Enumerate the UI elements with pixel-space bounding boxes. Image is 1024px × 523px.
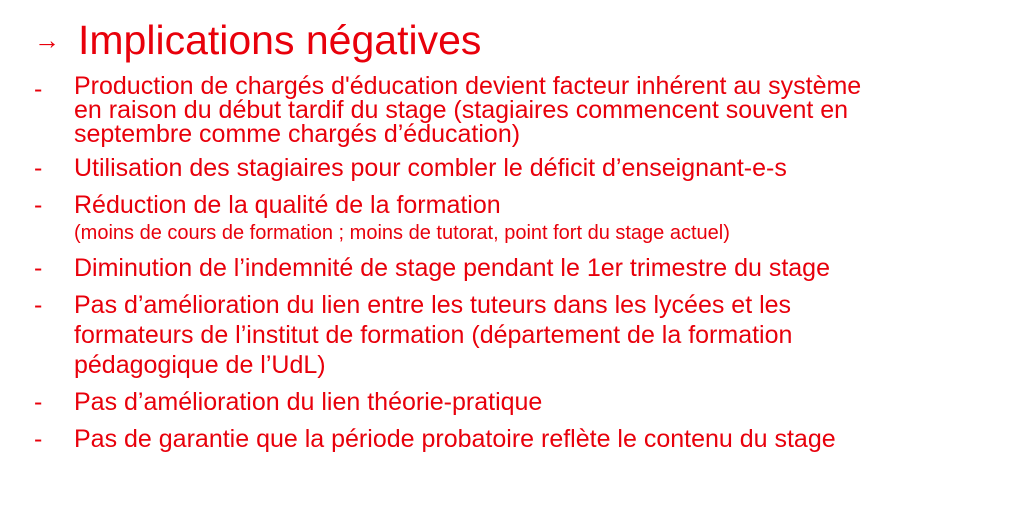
bullet-subline: (moins de cours de formation ; moins de tutorat, point fort du stage actuel)	[74, 222, 730, 244]
bullet-line: Pas d’amélioration du lien théorie-pratique	[74, 388, 543, 416]
bullet-line: septembre comme chargés d’éducation)	[74, 120, 521, 148]
bullet-item	[34, 424, 1004, 454]
bullet-item	[34, 153, 1004, 183]
bullet-line: Production de chargés d'éducation devient facteur inhérent au système	[74, 72, 862, 100]
bullet-item	[34, 387, 1004, 417]
bullet-line: Diminution de l’indemnité de stage pendant le 1er trimestre du stage	[74, 254, 830, 282]
bullet-line: Pas d’amélioration du lien entre les tuteurs dans les lycées et les	[74, 291, 792, 319]
bullet-text	[74, 253, 1004, 283]
title-row	[34, 14, 481, 66]
bullet-dash: -	[34, 75, 43, 103]
bullet-item	[34, 253, 1004, 283]
bullet-dash: -	[34, 425, 43, 453]
bullet-item	[34, 290, 1004, 380]
bullet-text	[74, 74, 1004, 146]
bullet-dash: -	[34, 388, 43, 416]
bullet-text	[74, 290, 1004, 380]
arrow-right-icon: →	[34, 25, 60, 55]
bullet-dash: -	[34, 191, 43, 219]
bullet-line: Réduction de la qualité de la formation	[74, 191, 501, 219]
bullet-line: formateurs de l’institut de formation (département de la formation	[74, 321, 793, 349]
bullet-dash: -	[34, 291, 43, 319]
bullet-dash: -	[34, 154, 43, 182]
bullet-text	[74, 153, 1004, 183]
bullet-item	[34, 190, 1004, 246]
bullet-line: pédagogique de l’UdL)	[74, 351, 326, 379]
bullet-text	[74, 387, 1004, 417]
bullet-dash: -	[34, 254, 43, 282]
bullet-line: Utilisation des stagiaires pour combler le déficit d’enseignant-e-s	[74, 154, 787, 182]
bullet-line: Pas de garantie que la période probatoire reflète le contenu du stage	[74, 425, 836, 453]
slide-title: Implications négatives	[78, 16, 482, 63]
bullet-text	[74, 424, 1004, 454]
bullet-item	[34, 74, 1004, 146]
bullet-text	[74, 190, 1004, 246]
bullet-line: en raison du début tardif du stage (stagiaires commencent souvent en	[74, 96, 849, 124]
bullet-list	[34, 74, 1004, 461]
